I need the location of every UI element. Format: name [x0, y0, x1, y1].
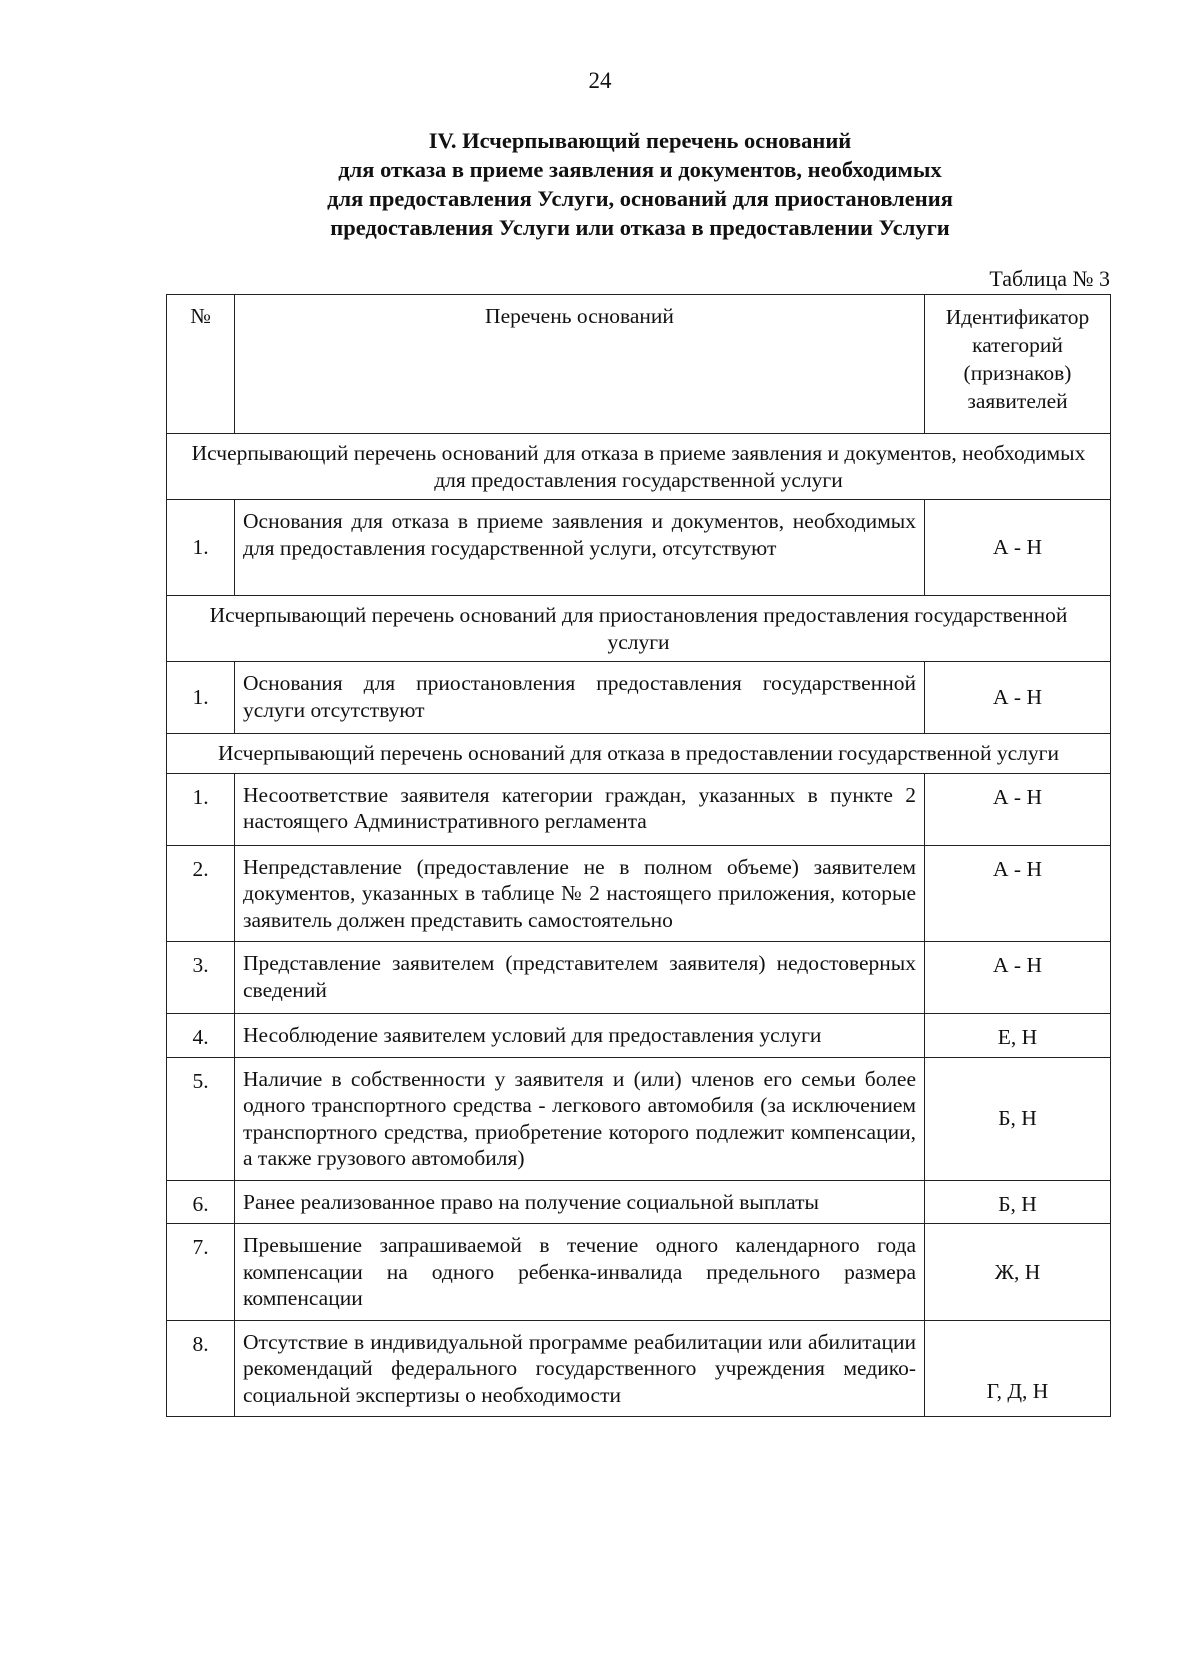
row-number: 1.	[167, 773, 235, 845]
row-reason: Основания для отказа в приеме заявления и документов, необходимых для предоставления государственной услуги, отсутствуют	[235, 500, 925, 596]
page-number: 24	[588, 68, 612, 93]
row-identifier: Б, Н	[925, 1180, 1111, 1224]
title-line: IV. Исчерпывающий перечень оснований	[428, 128, 852, 153]
row-reason: Несоблюдение заявителем условий для предоставления услуги	[235, 1014, 925, 1058]
row-number: 2.	[167, 845, 235, 942]
row-reason: Ранее реализованное право на получение социальной выплаты	[235, 1180, 925, 1224]
row-identifier: Г, Д, Н	[925, 1320, 1111, 1417]
table-label: Таблица № 3	[989, 266, 1110, 291]
table-row	[167, 1180, 1111, 1224]
row-reason: Отсутствие в индивидуальной программе реабилитации или абилитации рекомендаций федерального государственного учреждения медико-социальной экспертизы о необходимости	[235, 1320, 925, 1417]
table-header-row	[167, 295, 1111, 434]
row-reason: Несоответствие заявителя категории граждан, указанных в пункте 2 настоящего Административного регламента	[235, 773, 925, 845]
section-heading: Исчерпывающий перечень оснований для приостановления предоставления государственной услуги	[167, 596, 1111, 662]
row-reason: Непредставление (предоставление не в полном объеме) заявителем документов, указанных в таблице № 2 настоящего приложения, которые заявитель должен представить самостоятельно	[235, 845, 925, 942]
table-row	[167, 773, 1111, 845]
section-heading: Исчерпывающий перечень оснований для отказа в предоставлении государственной услуги	[167, 734, 1111, 774]
header-number: №	[167, 295, 235, 434]
title-line: для предоставления Услуги, оснований для приостановления	[327, 186, 953, 211]
table-row	[167, 942, 1111, 1014]
row-identifier: Ж, Н	[925, 1224, 1111, 1321]
header-reasons: Перечень оснований	[235, 295, 925, 434]
row-number: 1.	[167, 662, 235, 734]
row-number: 4.	[167, 1014, 235, 1058]
table-row	[167, 1057, 1111, 1180]
row-identifier: Б, Н	[925, 1057, 1111, 1180]
table-row	[167, 500, 1111, 596]
row-identifier: А - Н	[925, 845, 1111, 942]
table-row	[167, 662, 1111, 734]
header-identifier: Идентификатор категорий (признаков) заявителей	[925, 295, 1111, 434]
row-identifier: А - Н	[925, 942, 1111, 1014]
grounds-table	[166, 294, 1111, 1417]
row-identifier: А - Н	[925, 500, 1111, 596]
row-reason: Основания для приостановления предоставления государственной услуги отсутствуют	[235, 662, 925, 734]
table-row	[167, 845, 1111, 942]
row-identifier: А - Н	[925, 773, 1111, 845]
row-identifier: Е, Н	[925, 1014, 1111, 1058]
row-reason: Представление заявителем (представителем заявителя) недостоверных сведений	[235, 942, 925, 1014]
row-number: 8.	[167, 1320, 235, 1417]
title-line: для отказа в приеме заявления и документов, необходимых	[338, 157, 942, 182]
row-number: 3.	[167, 942, 235, 1014]
section-title	[160, 126, 1120, 242]
section-heading-row	[167, 596, 1111, 662]
title-line: предоставления Услуги или отказа в предоставлении Услуги	[330, 215, 950, 240]
row-number: 6.	[167, 1180, 235, 1224]
section-heading-row	[167, 434, 1111, 500]
row-number: 5.	[167, 1057, 235, 1180]
section-heading: Исчерпывающий перечень оснований для отказа в приеме заявления и документов, необходимых для предоставления государственной услуги	[167, 434, 1111, 500]
row-number: 1.	[167, 500, 235, 596]
row-number: 7.	[167, 1224, 235, 1321]
table-row	[167, 1320, 1111, 1417]
row-identifier: А - Н	[925, 662, 1111, 734]
row-reason: Наличие в собственности у заявителя и (или) членов его семьи более одного транспортного средства - легкового автомобиля (за исключением транспортного средства, приобретение которого подлежит компенсации, а также грузового автомобиля)	[235, 1057, 925, 1180]
table-row	[167, 1014, 1111, 1058]
table-row	[167, 1224, 1111, 1321]
section-heading-row	[167, 734, 1111, 774]
row-reason: Превышение запрашиваемой в течение одного календарного года компенсации на одного ребенка-инвалида предельного размера компенсации	[235, 1224, 925, 1321]
